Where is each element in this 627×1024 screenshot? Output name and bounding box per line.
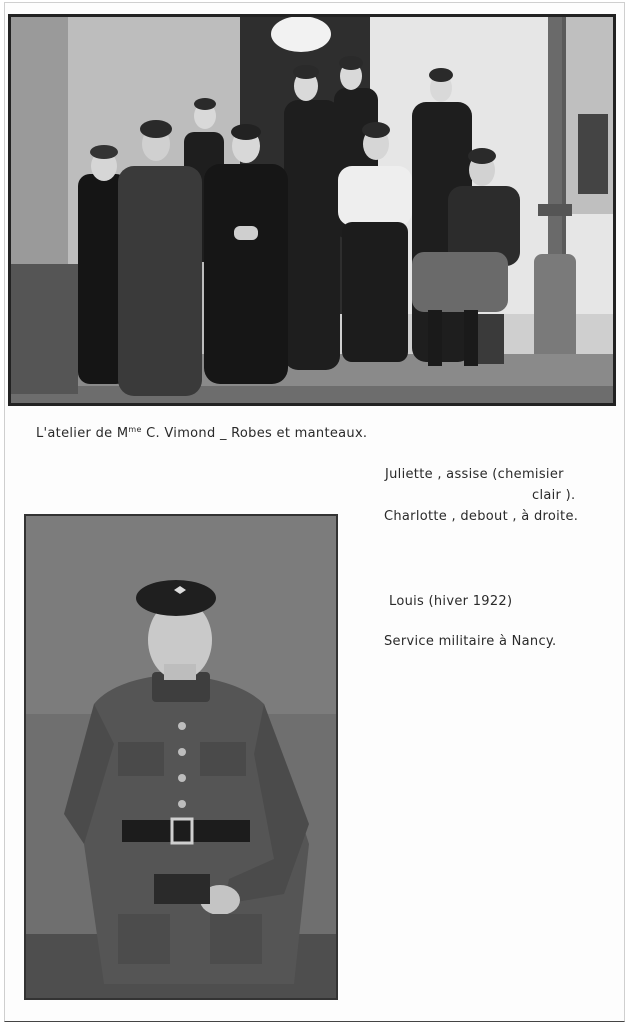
note-louis: Louis (hiver 1922) (389, 594, 513, 609)
group-photo-caption (36, 425, 367, 441)
note-service: Service militaire à Nancy. (384, 634, 557, 649)
caption-prefix: L'atelier de M (36, 426, 129, 441)
soldier-portrait-drawing (24, 514, 338, 1000)
caption-superscript: me (128, 425, 142, 434)
caption-suffix: C. Vimond _ Robes et manteaux. (141, 426, 368, 441)
group-photo (8, 14, 616, 406)
note-charlotte: Charlotte , debout , à droite. (384, 509, 579, 524)
group-photo-drawing (8, 14, 616, 406)
note-juliette-line2: clair ). (532, 488, 576, 503)
note-juliette-line1: Juliette , assise (chemisier (385, 467, 564, 482)
soldier-portrait (24, 514, 338, 1000)
